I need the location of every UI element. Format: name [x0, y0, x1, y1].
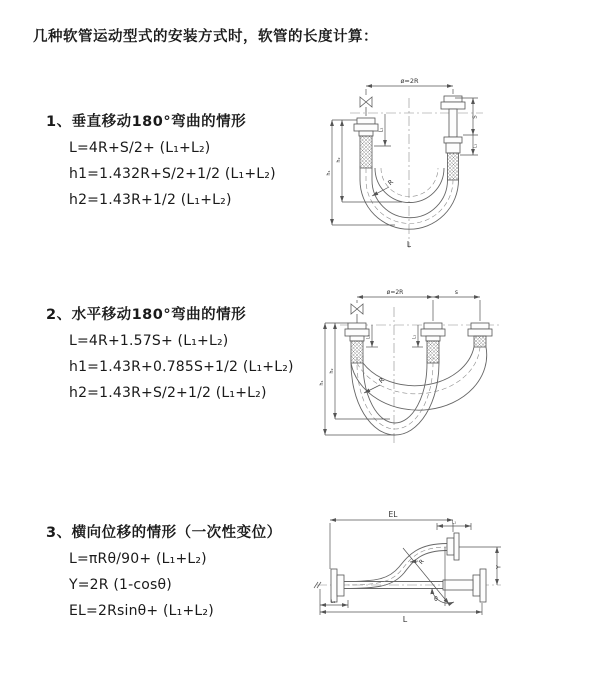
dim-label-l1-mid: L₁: [412, 334, 418, 340]
hose-fitting-right: [441, 96, 465, 180]
dim-label-h2: h₂: [336, 157, 342, 163]
formula-line: h2=1.43R+S/2+1/2 (L₁+L₂): [69, 385, 267, 401]
angle-label: θ: [434, 596, 438, 603]
dim-label-h2: h₂: [329, 368, 335, 374]
angle-construction: [403, 547, 454, 606]
dim-label-l1-top: L₁: [451, 520, 457, 526]
section-2-heading: 2、水平移动180°弯曲的情形: [46, 307, 247, 323]
section-2: [46, 302, 294, 406]
flange-upper: [447, 533, 459, 560]
formula-line: L=4R+1.57S+ (L₁+L₂): [69, 333, 229, 349]
length-label: L: [402, 615, 408, 624]
flange-left: [331, 569, 344, 602]
formula-line: EL=2Rsinθ+ (L₁+L₂): [69, 603, 214, 619]
dimension-lines: [325, 297, 480, 435]
diagram-horizontal-bend: [315, 285, 515, 460]
formula-line: h1=1.43R+0.785S+1/2 (L₁+L₂): [69, 359, 294, 375]
dim-label-width: ø=2R: [400, 77, 419, 85]
flange-right: [473, 569, 486, 602]
formula-line: L=πRθ/90+ (L₁+L₂): [69, 551, 207, 567]
valve-icon: [351, 304, 363, 323]
diagram-lateral-displacement: [305, 505, 600, 640]
hose-fitting-left: [354, 118, 378, 168]
dim-label-el: EL: [388, 510, 398, 519]
section-3-heading: 3、横向位移的情形（一次性变位）: [46, 525, 282, 541]
dim-label-h1: h₁: [319, 380, 325, 386]
section-3: [46, 520, 282, 624]
dim-label-s: S: [472, 115, 479, 119]
dim-label-width: ø=2R: [386, 289, 404, 296]
formula-line: L=4R+S/2+ (L₁+L₂): [69, 140, 211, 156]
formula-line: h1=1.432R+S/2+1/2 (L₁+L₂): [69, 166, 276, 182]
radius-label: R: [417, 558, 426, 566]
formula-line: Y=2R (1-cosθ): [69, 577, 172, 593]
diagram-vertical-bend: [310, 70, 510, 270]
dim-label-s: s: [454, 289, 459, 296]
section-1: [46, 109, 276, 213]
length-label: L: [406, 240, 412, 249]
page-title: 几种软管运动型式的安装方式时，软管的长度计算：: [33, 29, 378, 45]
dim-label-h1: h₁: [326, 170, 332, 176]
dimension-lines: [320, 520, 501, 615]
dim-label-l1-right: L₁: [473, 143, 479, 149]
radius-label: R: [386, 177, 396, 187]
dimension-labels: [331, 510, 503, 624]
dim-label-l1-left: L₁: [366, 334, 372, 340]
hose-curves: [351, 347, 487, 435]
dim-label-l1-bottom: L₁: [330, 600, 336, 605]
radius-label: R: [377, 375, 387, 385]
dim-label-y: Y: [495, 565, 503, 569]
section-1-heading: 1、垂直移动180°弯曲的情形: [46, 114, 247, 130]
formula-line: h2=1.43R+1/2 (L₁+L₂): [69, 192, 232, 208]
hose-fitting-right: [468, 323, 492, 347]
dim-label-l1-left: L₁: [378, 127, 385, 133]
